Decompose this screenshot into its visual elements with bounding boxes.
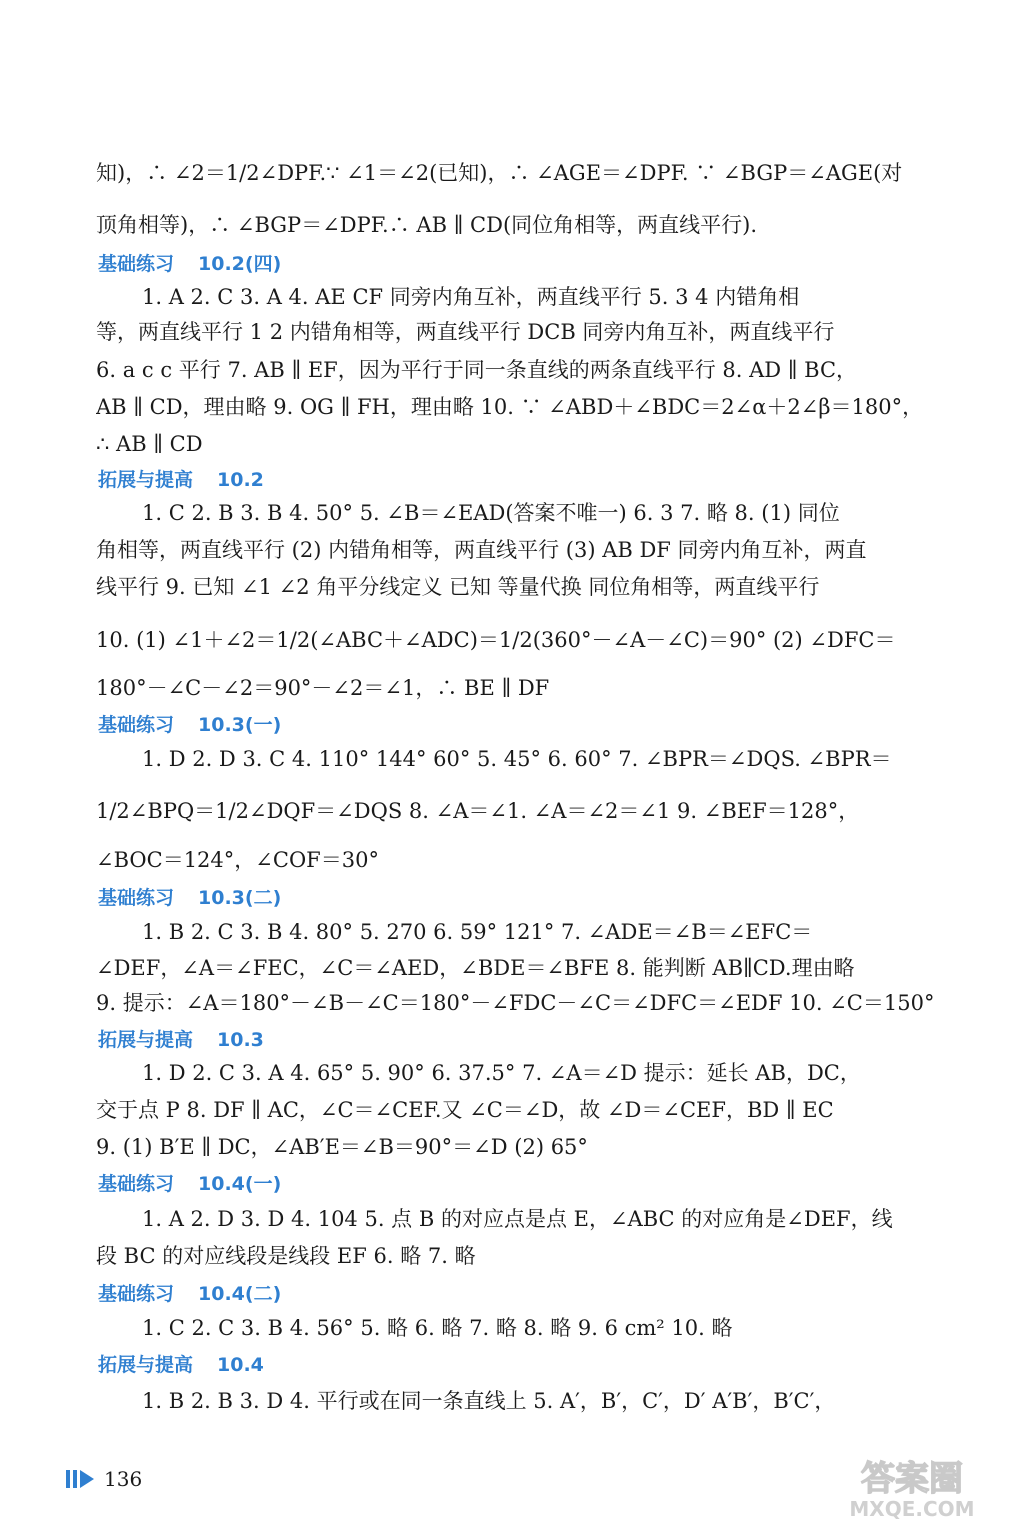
section-heading: 基础练习 10.4(一) (98, 1173, 282, 1195)
text-line: 角相等，两直线平行 (2) 内错角相等，两直线平行 (3) AB DF 同旁内角互补，两直 (96, 538, 867, 562)
text-line: 9. (1) B′E ∥ DC，∠AB′E＝∠B＝90°＝∠D (2) 65° (96, 1135, 588, 1159)
text-line: ∴ AB ∥ CD (96, 432, 203, 456)
section-heading: 拓展与提高 10.2 (98, 469, 264, 491)
text-line: 6. a c c 平行 7. AB ∥ EF，因为平行于同一条直线的两条直线平行 8. AD ∥ BC， (96, 358, 858, 382)
text-line: 顶角相等)，∴ ∠BGP＝∠DPF.∴ AB ∥ CD(同位角相等，两直线平行). (96, 213, 758, 237)
text-line: 1. A 2. D 3. D 4. 104 5. 点 B 的对应点是点 E，∠ABC 的对应角是∠DEF，线 (142, 1207, 893, 1231)
text-line: 1/2∠BPQ＝1/2∠DQF＝∠DQS 8. ∠A＝∠1. ∠A＝∠2＝∠1 9. ∠BEF＝128°， (96, 799, 860, 823)
text-line: 1. C 2. C 3. B 4. 56° 5. 略 6. 略 7. 略 8. 略 9. 6 cm² 10. 略 (142, 1316, 733, 1340)
text-line: AB ∥ CD，理由略 9. OG ∥ FH，理由略 10. ∵ ∠ABD＋∠BDC＝2∠α＋2∠β＝180°， (96, 395, 924, 419)
play-arrow-icon (80, 1470, 94, 1488)
text-line: 1. D 2. D 3. C 4. 110° 144° 60° 5. 45° 6. 60° 7. ∠BPR＝∠DQS. ∠BPR＝ (142, 747, 892, 771)
text-line: 1. D 2. C 3. A 4. 65° 5. 90° 6. 37.5° 7. ∠A＝∠D 提示：延长 AB，DC， (142, 1061, 861, 1085)
page-footer (66, 1466, 142, 1492)
watermark-text: 答案圈 (861, 1459, 963, 1499)
text-line: 1. C 2. B 3. B 4. 50° 5. ∠B＝∠EAD(答案不唯一) 6. 3 7. 略 8. (1) 同位 (142, 501, 840, 525)
text-line: ∠BOC＝124°，∠COF＝30° (96, 848, 379, 872)
watermark-domain: MXQE.COM (849, 1497, 975, 1521)
text-line: 线平行 9. 已知 ∠1 ∠2 角平分线定义 已知 等量代换 同位角相等，两直线平行 (96, 575, 820, 599)
text-line: 9. 提示：∠A＝180°－∠B－∠C＝180°－∠FDC－∠C＝∠DFC＝∠EDF 10. ∠C＝150° (96, 991, 935, 1015)
text-line: 1. B 2. C 3. B 4. 80° 5. 270 6. 59° 121° 7. ∠ADE＝∠B＝∠EFC＝ (142, 920, 813, 944)
text-line: 知)，∴ ∠2＝1/2∠DPF.∵ ∠1＝∠2(已知)，∴ ∠AGE＝∠DPF. ∵ ∠BGP＝∠AGE(对 (96, 161, 903, 185)
text-line: ∠DEF，∠A＝∠FEC，∠C＝∠AED，∠BDE＝∠BFE 8. 能判断 AB∥CD.理由略 (96, 956, 855, 980)
bar-icon (73, 1470, 77, 1488)
text-line: 交于点 P 8. DF ∥ AC，∠C＝∠CEF.又 ∠C＝∠D，故 ∠D＝∠CEF，BD ∥ EC (96, 1098, 834, 1122)
text-line: 180°－∠C－∠2＝90°－∠2＝∠1，∴ BE ∥ DF (96, 676, 550, 700)
text-line: 1. B 2. B 3. D 4. 平行或在同一条直线上 5. A′，B′，C′，D′ A′B′，B′C′， (142, 1389, 836, 1413)
section-heading: 拓展与提高 10.3 (98, 1029, 264, 1051)
bar-icon (66, 1470, 70, 1488)
section-heading: 基础练习 10.3(二) (98, 887, 282, 909)
text-line: 1. A 2. C 3. A 4. AE CF 同旁内角互补，两直线平行 5. 3 4 内错角相 (142, 285, 800, 309)
section-heading: 基础练习 10.2(四) (98, 253, 282, 275)
text-line: 段 BC 的对应线段是线段 EF 6. 略 7. 略 (96, 1244, 476, 1268)
text-line: 10. (1) ∠1＋∠2＝1/2(∠ABC＋∠ADC)＝1/2(360°－∠A－∠C)＝90° (2) ∠DFC＝ (96, 628, 896, 652)
page-number: 136 (104, 1467, 143, 1491)
section-heading: 基础练习 10.3(一) (98, 714, 282, 736)
section-heading: 拓展与提高 10.4 (98, 1354, 264, 1376)
watermark-logo (820, 1452, 1005, 1522)
text-line: 等，两直线平行 1 2 内错角相等，两直线平行 DCB 同旁内角互补，两直线平行 (96, 320, 835, 344)
section-heading: 基础练习 10.4(二) (98, 1283, 282, 1305)
